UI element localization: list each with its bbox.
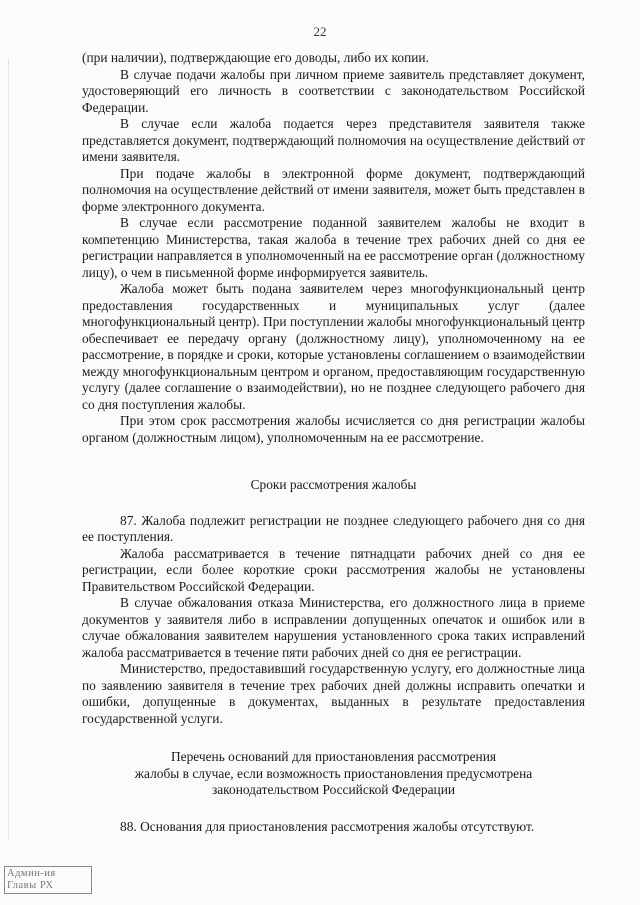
stamp-line: Главы РХ bbox=[7, 880, 54, 891]
paragraph-item-87: 87. Жалоба подлежит регистрации не позднее следующего рабочего дня со дня ее поступления. bbox=[82, 512, 585, 544]
paragraph-item-88: 88. Основания для приостановления рассмотрения жалобы отсутствуют. bbox=[120, 818, 535, 834]
stamp-line: Админ-ия bbox=[7, 868, 56, 879]
document-body bbox=[82, 50, 585, 835]
heading-line: законодательством Российской Федерации bbox=[211, 782, 456, 797]
paragraph: В случае если рассмотрение поданной заявителем жалобы не входит в компетенцию Министерства, такая жалоба в течение трех рабочих дней со дня ее регистрации направляется в уполномоченный на ее рассмотрение орган (должностному лицу), о чем в письменной форме информируется заявитель. bbox=[82, 215, 585, 280]
paragraph: При этом срок рассмотрения жалобы исчисляется со дня регистрации жалобы органом (должностным лицом), уполномоченным на ее рассмотрение. bbox=[82, 413, 585, 445]
page-number: 22 bbox=[313, 24, 327, 39]
paragraph: В случае если жалоба подается через представителя заявителя также представляется документ, подтверждающий полномочия на осуществление действий от имени заявителя. bbox=[82, 116, 585, 164]
heading-line: Перечень оснований для приостановления рассмотрения bbox=[170, 749, 497, 764]
paragraph: В случае подачи жалобы при личном приеме заявитель представляет документ, удостоверяющий его личность в соответствии с законодательством Российской Федерации. bbox=[82, 66, 585, 115]
paragraph: Жалоба может быть подана заявителем через многофункциональный центр предоставления государственных и муниципальных услуг (далее многофункциональный центр). При поступлении жалобы многофункциональный центр обеспечивает ее передачу органу (должностному лицу), уполномоченному на ее рассмотрение, в порядке и сроки, которые установлены соглашением о взаимодействии между многофункциональным центром и органом, предоставляющим государственную услугу (далее соглашение о взаимодействии), но не позднее следующего рабочего дня со дня поступления жалобы. bbox=[82, 281, 585, 412]
paragraph: При подаче жалобы в электронной форме документ, подтверждающий полномочия на осуществление действий от имени заявителя, может быть представлен в форме электронного документа. bbox=[82, 165, 585, 214]
heading-line: жалобы в случае, если возможность приостановления предусмотрена bbox=[134, 765, 533, 781]
paragraph: В случае обжалования отказа Министерства, его должностного лица в приеме документов у заявителя либо в исправлении допущенных опечаток и ошибок или в случае обжалования заявителем нарушения установленного срока таких исправлений жалоба рассматривается в течение пяти рабочих дней со дня ее регистрации. bbox=[82, 595, 585, 660]
office-stamp bbox=[4, 866, 92, 894]
section-heading-suspension-grounds bbox=[82, 749, 585, 799]
paragraph: Жалоба рассматривается в течение пятнадцати рабочих дней со дня ее регистрации, если более короткие сроки рассмотрения жалобы не установлены Правительством Российской Федерации. bbox=[82, 545, 585, 594]
scan-margin-line bbox=[8, 60, 11, 840]
paragraph-continuation: (при наличии), подтверждающие его доводы, либо их копии. bbox=[82, 50, 429, 65]
section-heading-review-terms: Сроки рассмотрения жалобы bbox=[250, 477, 417, 492]
paragraph: Министерство, предоставивший государственную услугу, его должностные лица по заявлению заявителя в течение трех рабочих дней должны исправить опечатки и ошибки, допущенные в документах, выданных в результате предоставления государственной услуги. bbox=[82, 661, 585, 726]
